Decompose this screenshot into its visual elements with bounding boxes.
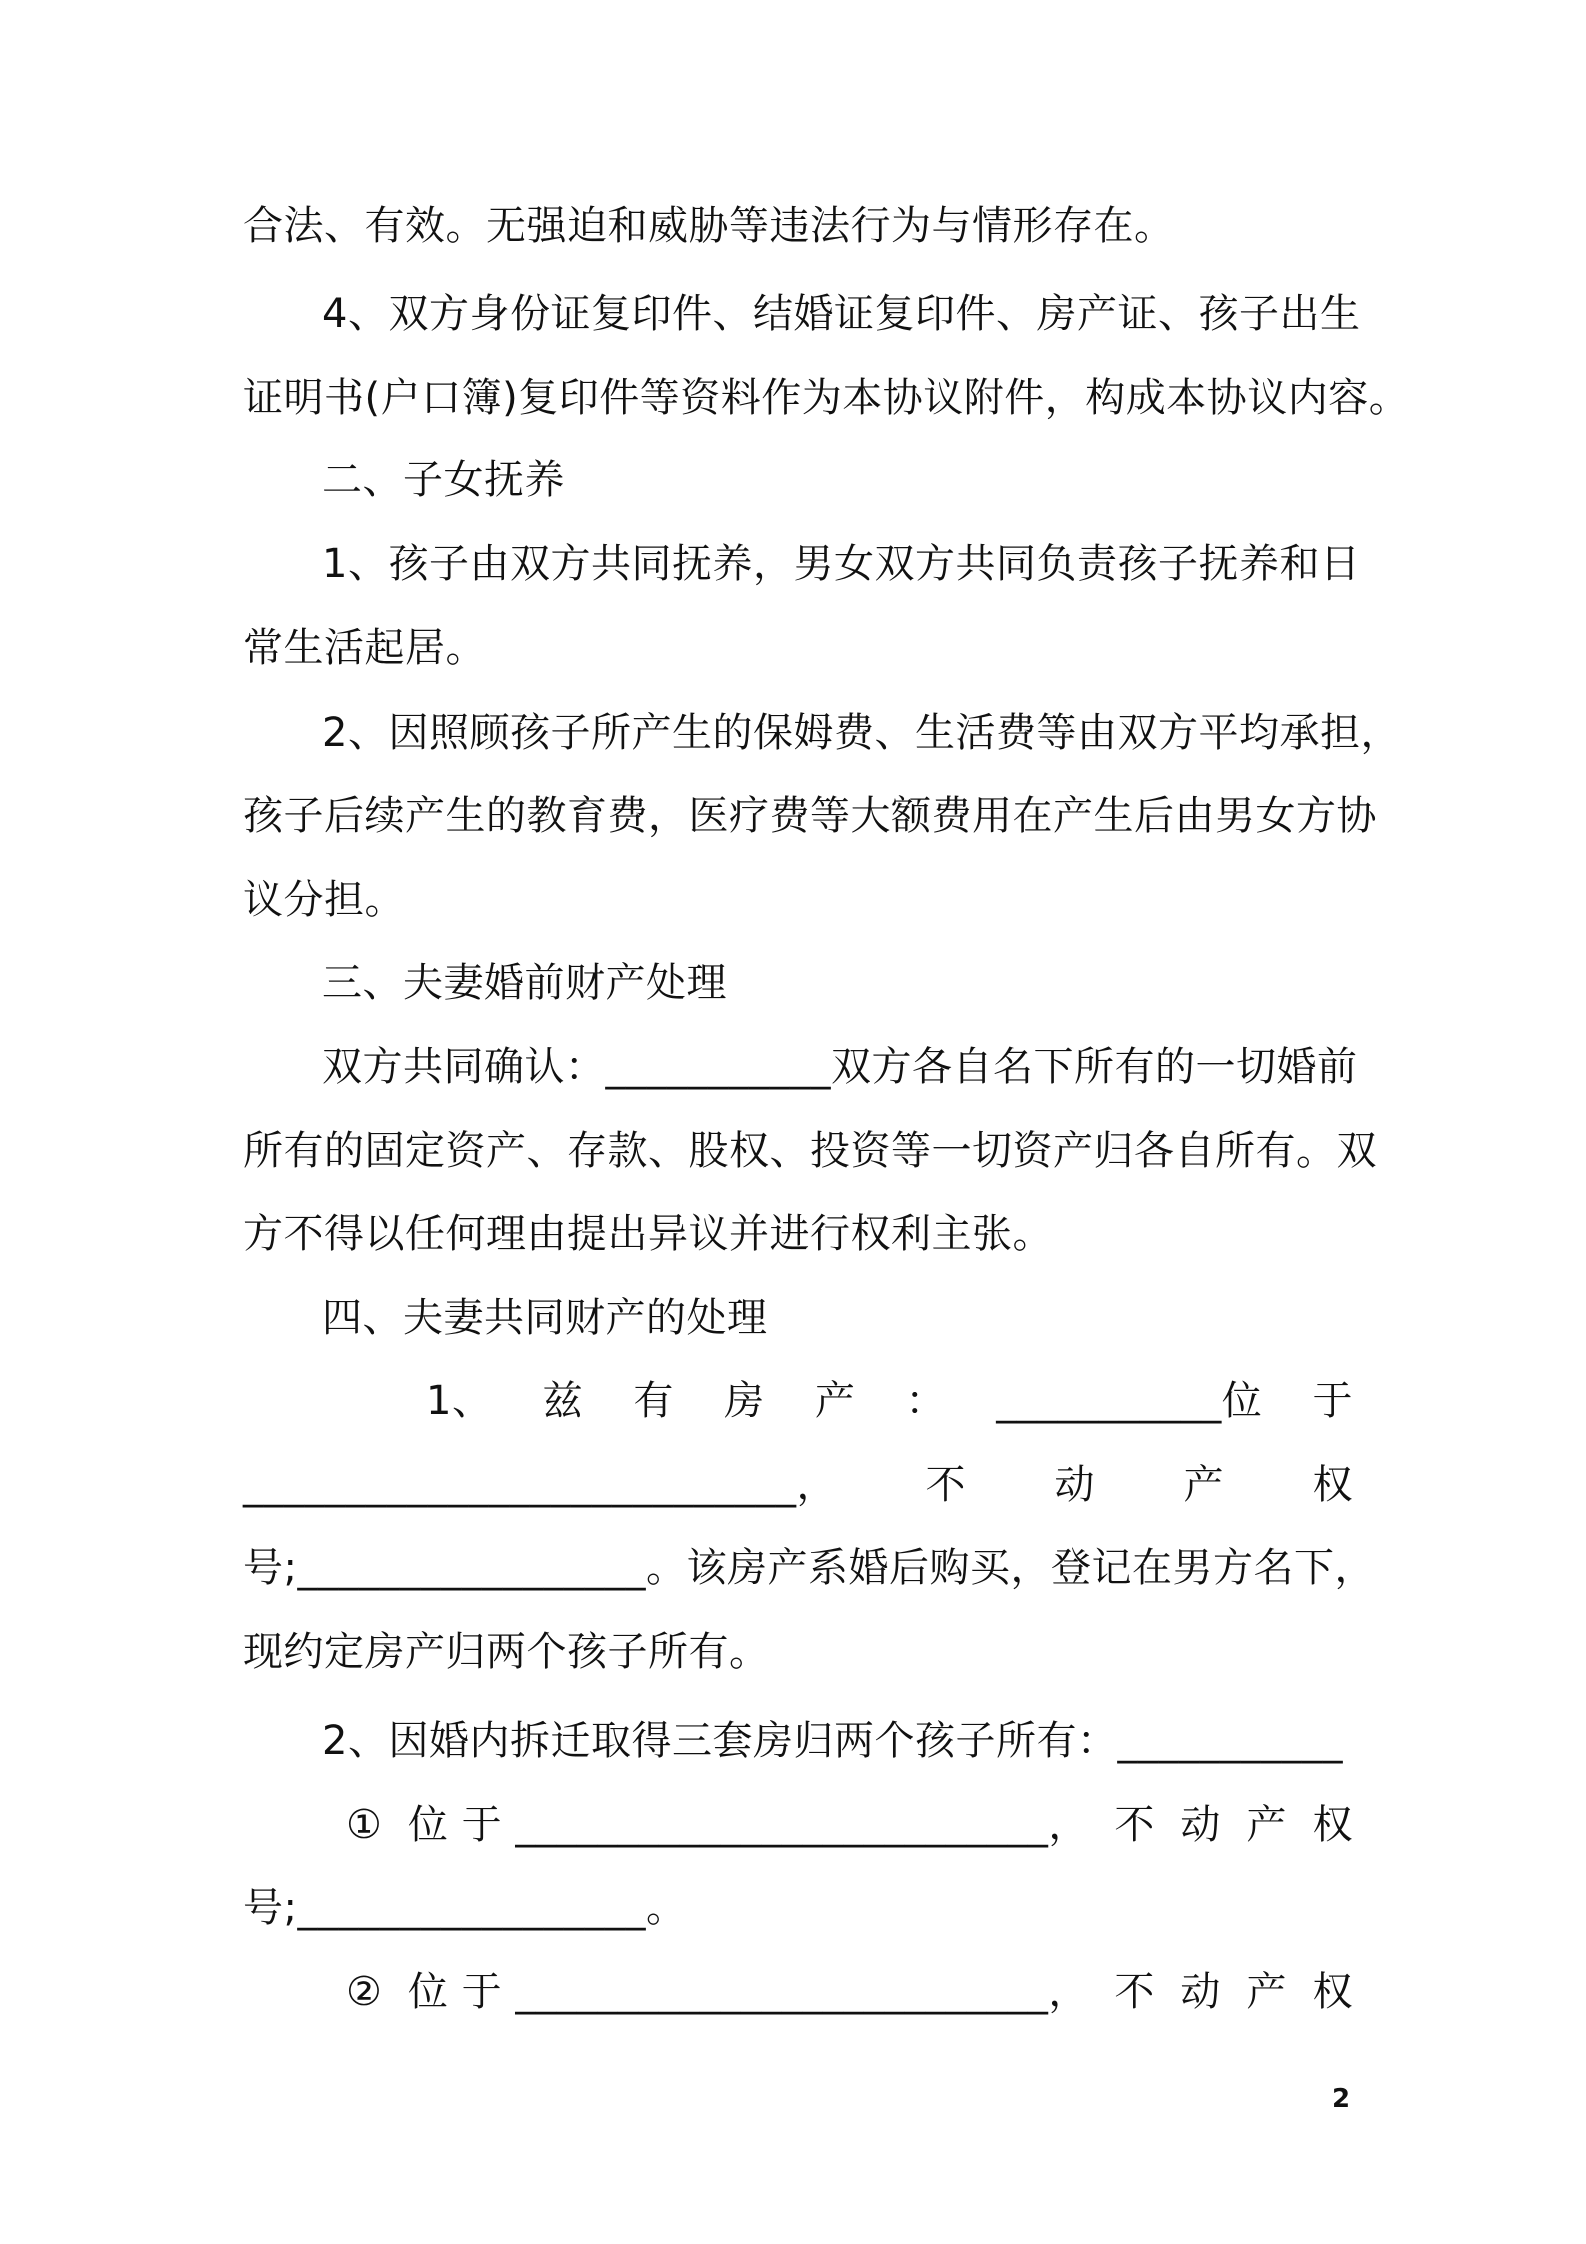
section-heading: 三、夫妻婚前财产处理 [322,960,727,1006]
property1-token: 产 [1246,1802,1287,1848]
house1-token: 权 [1312,1462,1353,1508]
house1-token: 不 [925,1462,966,1508]
house1-row2 [243,1457,1353,1513]
paragraph-line: 常生活起居。 [243,625,486,671]
house1-token: 于 [1312,1378,1353,1424]
paragraph-line: 所有的固定资产、存款、股权、投资等一切资产归各自所有。双 [243,1128,1377,1174]
property2-row1 [346,1964,1353,2020]
property2-token: 不 [1114,1969,1155,2015]
property1-row1 [346,1797,1353,1853]
paragraph-line: 4、双方身份证复印件、结婚证复印件、房产证、孩子出生 [322,291,1361,337]
property2-location: 位 于 __________________________， [407,1969,1089,2015]
paragraph-line: 议分担。 [243,877,405,923]
house1-token: 产 [814,1378,856,1424]
property1-location: 位 于 __________________________， [407,1802,1089,1848]
section-heading: 四、夫妻共同财产的处理 [322,1295,768,1341]
property1-marker: ① [346,1802,383,1848]
house1-token: 1、 [426,1378,493,1424]
property1-token: 权 [1312,1802,1353,1848]
house1-token: 兹 [542,1378,584,1424]
house1-row4: 现约定房产归两个孩子所有。 [243,1629,770,1675]
paragraph-line: 2、因照顾孩子所产生的保姆费、生活费等由双方平均承担， [322,710,1401,756]
house1-token: 动 [1054,1462,1095,1508]
property2-token: 动 [1180,1969,1221,2015]
house1-token: ： [905,1378,947,1424]
paragraph-line: 1、孩子由双方共同抚养，男女双方共同负责孩子抚养和日 [322,541,1361,587]
house1-row1 [426,1373,1353,1429]
property1-row2: 号;_________________。 [243,1885,687,1931]
paragraph-line: 孩子后续产生的教育费，医疗费等大额费用在产生后由男女方协 [243,793,1377,839]
paragraph-line: 合法、有效。无强迫和威胁等违法行为与情形存在。 [243,203,1175,249]
house1-token: 房 [724,1378,765,1424]
section-heading: 二、子女抚养 [322,457,565,503]
property1-token: 动 [1180,1802,1221,1848]
paragraph-line: 双方共同确认：___________双方各自名下所有的一切婚前 [322,1044,1358,1090]
property2-marker: ② [346,1969,383,2015]
house1-token: 产 [1183,1462,1224,1508]
house1-token: 有 [633,1378,674,1424]
item2-intro: 2、因婚内拆迁取得三套房归两个孩子所有：___________ [322,1718,1343,1764]
page-number: 2 [1332,2084,1351,2114]
property1-token: 不 [1114,1802,1155,1848]
house1-row3: 号;_________________。该房产系婚后购买，登记在男方名下， [243,1545,1375,1591]
property2-token: 产 [1246,1969,1287,2015]
house1-token: ___________________________， [243,1462,837,1508]
house1-token: ___________位 [996,1378,1263,1424]
paragraph-line: 方不得以任何理由提出异议并进行权利主张。 [243,1211,1053,1257]
property2-token: 权 [1312,1969,1353,2015]
paragraph-line: 证明书(户口簿)复印件等资料作为本协议附件，构成本协议内容。 [243,375,1410,421]
